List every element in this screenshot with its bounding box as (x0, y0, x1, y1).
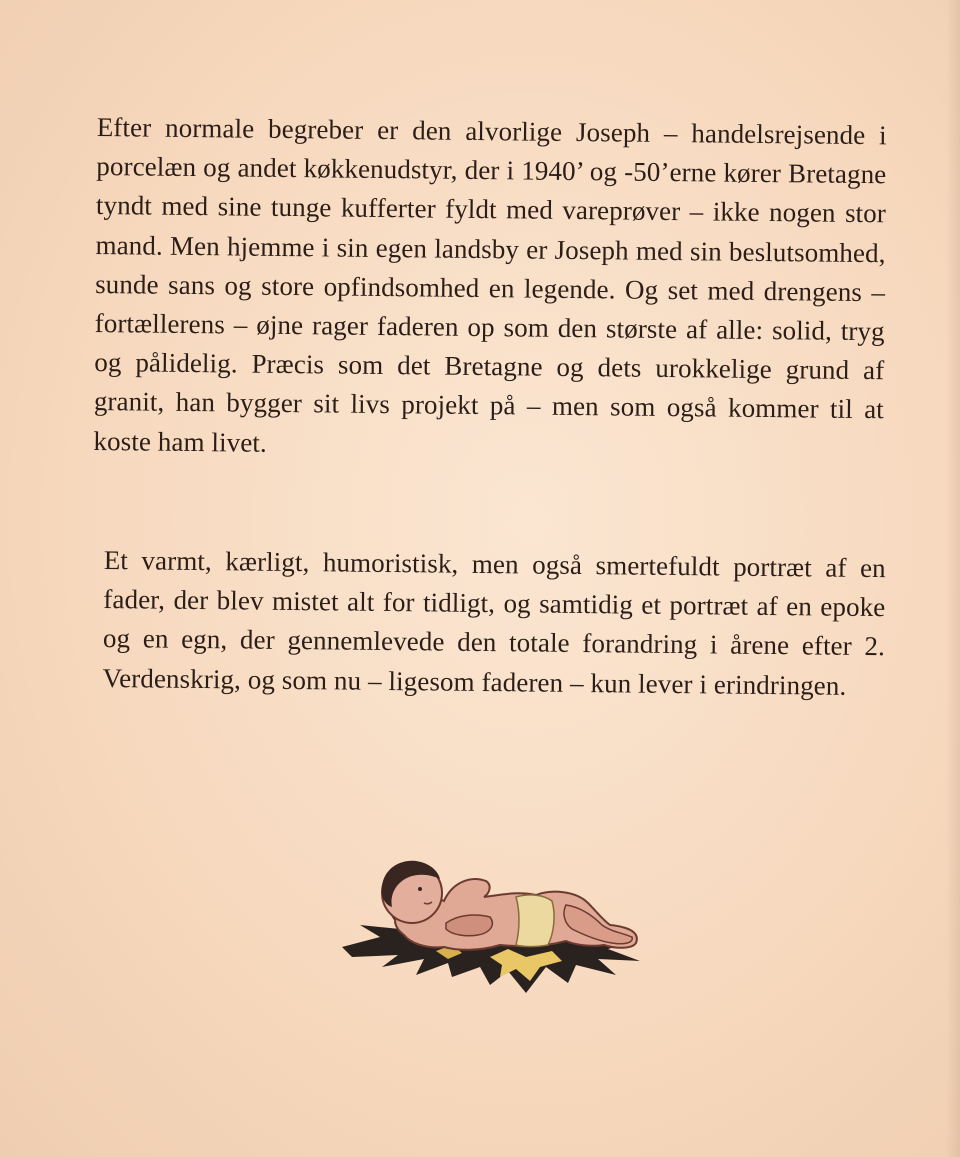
baby-cloth (516, 895, 554, 947)
blurb-paragraph-2: Et varmt, kærligt, humoristisk, men også smertefuldt portræt af en fader, der blev mistet alt for tidligt, og samtidig et portræt af en epoke og en egn, der gennemlevede den totale forandring i årene efter 2. Verdenskrig, og som nu – ligesom faderen – kun lever i erindringen. (102, 544, 886, 701)
baby-on-straw-icon (340, 845, 645, 1005)
baby-eye (418, 887, 422, 891)
page-edge-shadow (946, 0, 960, 1157)
blurb-paragraph-1: Efter normale begreber er den alvorlige Joseph – handelsrejsende i porcelæn og andet køkkenudstyr, der i 1940’ og -50’erne kører Bretagne tyndt med sine tunge kufferter fyldt med vareprøver – ikke nogen stor mand. Men hjemme i sin egen landsby er Joseph med sin beslutsomhed, sunde sans og store opfindsomhed en legende. Og set med drengens – fortællerens – øjne rager faderen op som den største af alle: solid, tryg og pålidelig. Præcis som det Bretagne og dets urokkelige grund af granit, han bygger sit livs projekt på – men som også kommer til at koste ham livet. (93, 111, 887, 458)
